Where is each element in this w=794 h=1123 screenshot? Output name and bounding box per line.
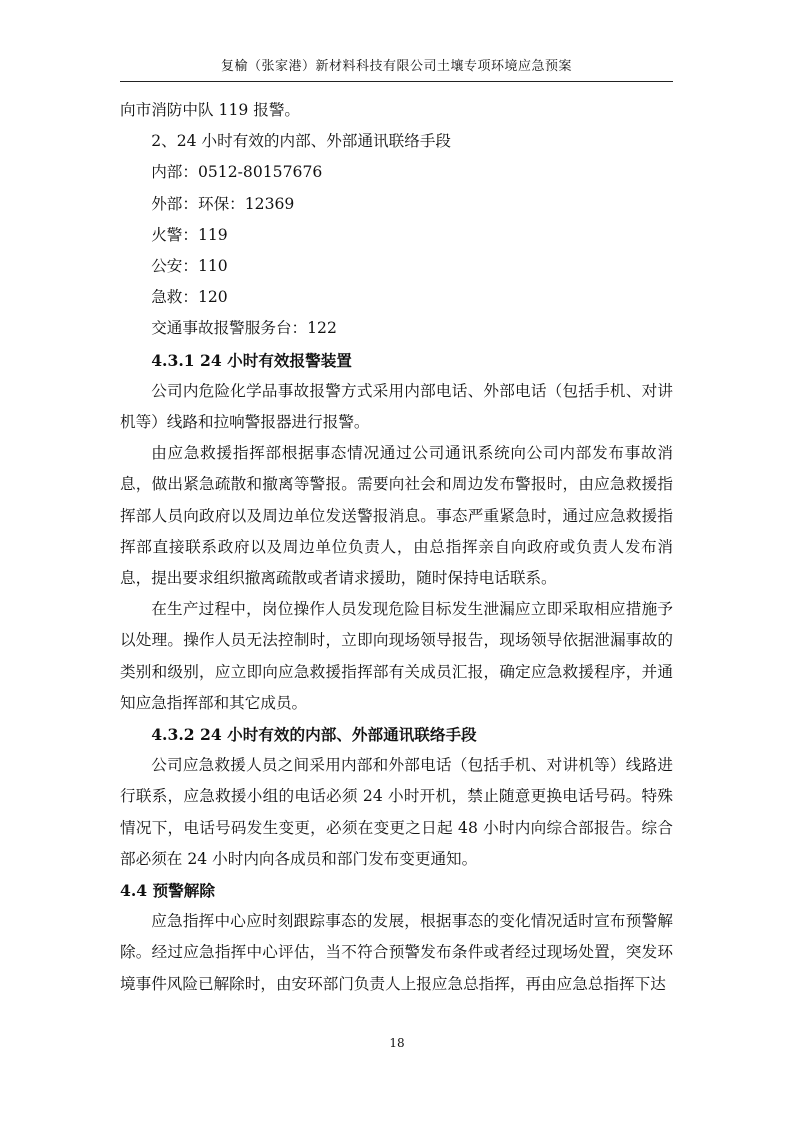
contact-ambulance: 急救：120 — [151, 288, 228, 307]
contact-internal: 内部：0512-80157676 — [151, 163, 323, 182]
paragraph: 应急指挥中心应时刻跟踪事态的发展，根据事态的变化情况适时宣布预警解除。经过应急指挥中心评估，当不符合预警发布条件或者经过现场处置，突发环境事件风险已解除时，由安环部门负责人上报应急总指挥，再由应急总指挥下达 — [120, 912, 673, 993]
list-item: 2、24 小时有效的内部、外部通讯联络手段 — [151, 132, 452, 151]
paragraph: 向市消防中队 119 报警。 — [120, 101, 301, 119]
section-heading: 4.3.2 24 小时有效的内部、外部通讯联络手段 — [151, 725, 477, 745]
contact-external: 外部：环保：12369 — [151, 194, 295, 213]
header-divider — [120, 81, 673, 82]
paragraph: 在生产过程中，岗位操作人员发现危险目标发生泄漏应立即采取相应措施予以处理。操作人员无法控制时，立即向现场领导报告，现场领导依据泄漏事故的类别和级别，应立即向应急救援指挥部有关成员汇报，确定应急救援程序，并通知应急指挥部和其它成员。 — [120, 600, 673, 712]
contact-fire: 火警：119 — [151, 225, 228, 244]
contact-traffic: 交通事故报警服务台：122 — [151, 319, 337, 338]
paragraph: 由应急救援指挥部根据事态情况通过公司通讯系统向公司内部发布事故消息，做出紧急疏散和撤离等警报。需要向社会和周边发布警报时，由应急救援指挥部人员向政府以及周边单位发送警报消息。事态严重紧急时，通过应急救援指挥部直接联系政府以及周边单位负责人，由总指挥亲自向政府或负责人发布消息，提出要求组织撤离疏散或者请求援助，随时保持电话联系。 — [120, 444, 673, 588]
paragraph: 公司应急救援人员之间采用内部和外部电话（包括手机、对讲机等）线路进行联系，应急救援小组的电话必须 24 小时开机，禁止随意更换电话号码。特殊情况下，电话号码发生变更，必须在变更之日起 48 小时内向综合部报告。综合部必须在 24 小时内向各成员和部门发布变更通知。 — [120, 756, 673, 868]
section-heading: 4.4 预警解除 — [120, 881, 215, 901]
contact-police: 公安：110 — [151, 257, 228, 276]
page-number: 18 — [389, 1036, 405, 1050]
section-heading: 4.3.1 24 小时有效报警装置 — [151, 350, 352, 370]
document-body — [120, 95, 673, 1000]
paragraph: 公司内危险化学品事故报警方式采用内部电话、外部电话（包括手机、对讲机等）线路和拉响警报器进行报警。 — [120, 381, 673, 432]
page-header: 复榆（张家港）新材料科技有限公司土壤专项环境应急预案 — [220, 59, 572, 74]
